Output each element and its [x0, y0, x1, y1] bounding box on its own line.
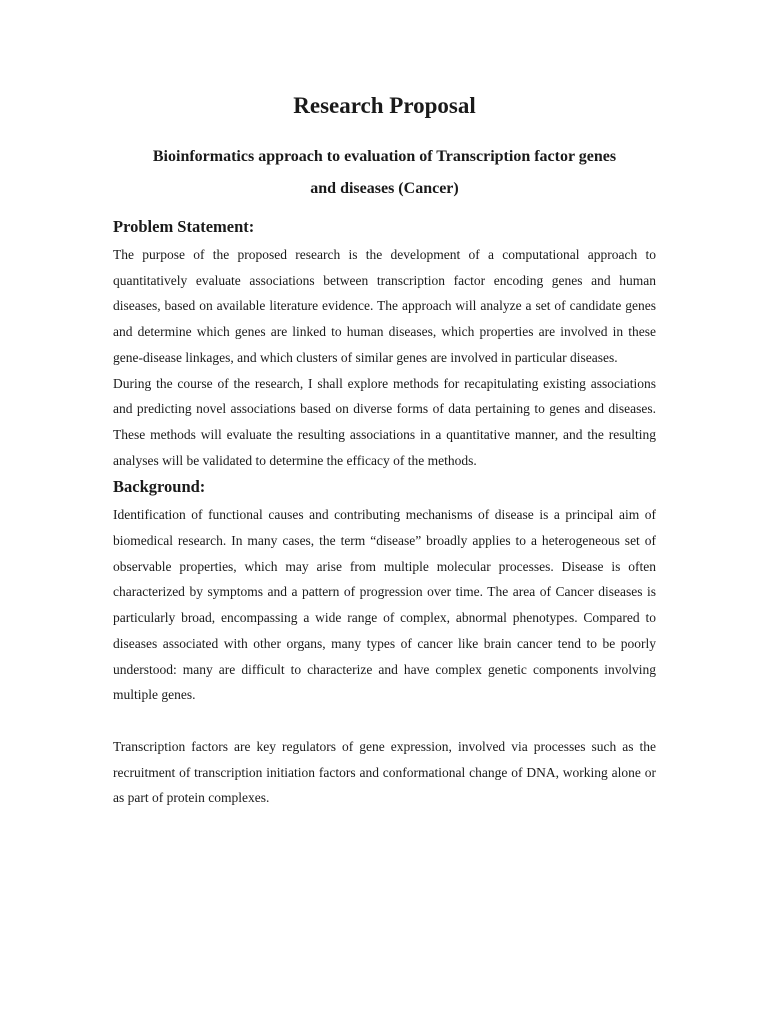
problem-statement-paragraph-2: During the course of the research, I shall explore methods for recapitulating existing associations and predicting novel associations based on diverse forms of data pertaining to genes and diseases. These methods will evaluate the resulting associations in a quantitative manner, and the resulting analyses will be validated to determine the efficacy of the methods. [113, 375, 656, 468]
background-heading: Background: [113, 477, 206, 497]
background-paragraph-2: Transcription factors are key regulators of gene expression, involved via processes such as the recruitment of transcription initiation factors and conformational change of DNA, working alone or as part of protein complexes. [113, 738, 656, 806]
paragraph-spacer [113, 708, 656, 734]
document-title: Research Proposal [293, 93, 476, 118]
problem-statement-paragraph-1: The purpose of the proposed research is the development of a computational approach to quantitatively evaluate associations between transcription factor encoding genes and human diseases, based on available literature evidence. The approach will analyze a set of candidate genes and determine which genes are linked to human diseases, which properties are involved in these gene-disease linkages, and which clusters of similar genes are involved in particular diseases. [113, 247, 656, 365]
problem-statement-section [113, 215, 656, 473]
document-subtitle [113, 141, 656, 205]
background-paragraph-1: Identification of functional causes and contributing mechanisms of disease is a principal aim of biomedical research. In many cases, the term “disease” broadly applies to a heterogeneous set of observable properties, which may arise from multiple molecular processes. Disease is often characterized by symptoms and a pattern of progression over time. The area of Cancer diseases is particularly broad, encompassing a wide range of complex, abnormal phenotypes. Compared to diseases associated with other organs, many types of cancer like brain cancer tend to be poorly understood: many are difficult to characterize and have complex genetic components involving multiple genes. [113, 507, 656, 703]
subtitle-line-2: and diseases (Cancer) [310, 180, 459, 197]
background-section [113, 475, 656, 811]
problem-statement-heading: Problem Statement: [113, 217, 255, 236]
subtitle-line-1: Bioinformatics approach to evaluation of Transcription factor genes [152, 148, 617, 165]
